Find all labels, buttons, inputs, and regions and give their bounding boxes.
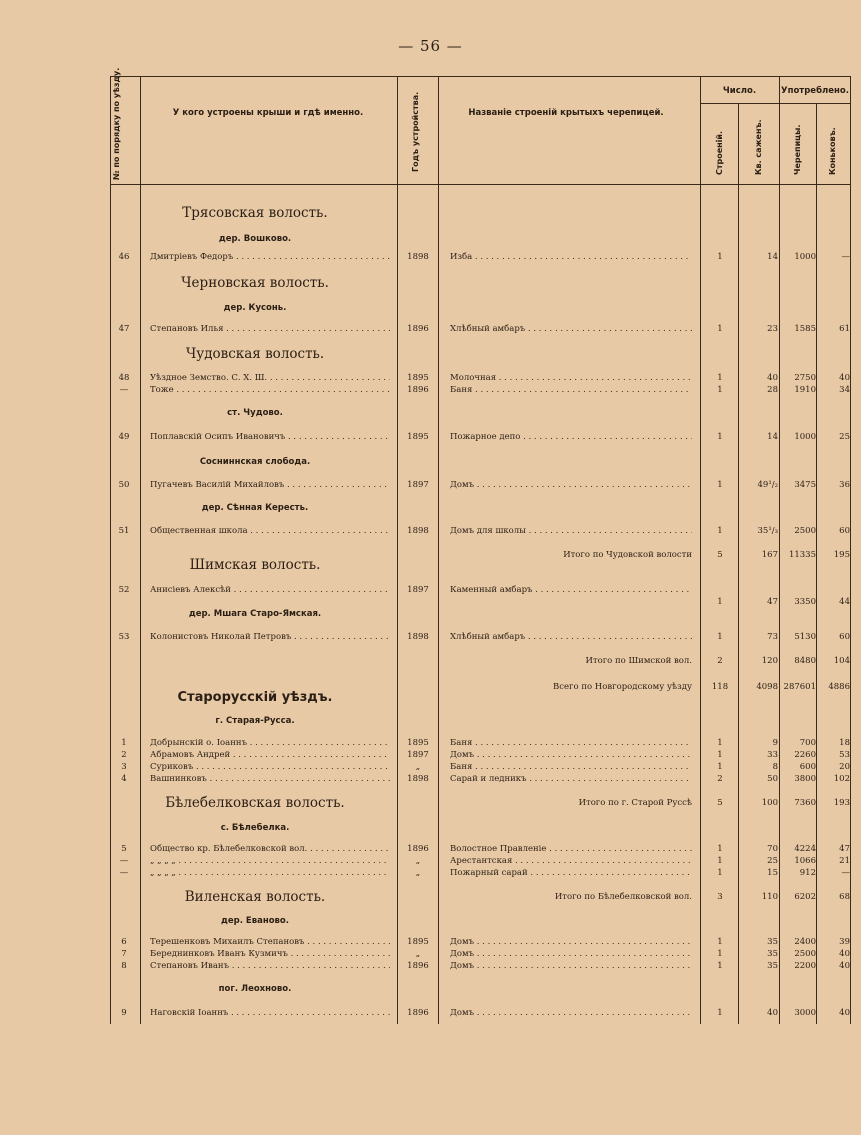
header-col-sq: Кв. саженъ. <box>754 119 763 175</box>
section-heading: Черновская волость. <box>181 275 329 291</box>
table-row: 50 Пугачевъ Василій Михайловъ . . . 1897 Домъ . . . 1 49¹/₂ 3475 36 <box>0 479 861 492</box>
header-col-year: Годъ устройства. <box>411 91 420 172</box>
table-row: 8 Степановъ Иванъ . . . 1896 Домъ . . . 1 35 2200 40 <box>0 960 861 973</box>
table-row: 9 Наговскій Іоаннъ . . . 1896 Домъ . . . 1 40 3000 40 <box>0 1007 861 1020</box>
table-row: 52 Анисіевъ Алексѣй . . . 1897 Каменный амбаръ . . . 1 47 3350 44 <box>0 584 861 597</box>
section-heading: Виленская волость. <box>184 889 326 905</box>
place-heading: дер. Еваново. <box>221 916 289 926</box>
place-heading: пог. Леохново. <box>218 984 292 994</box>
table-row: 4 Вашнинковъ . . . 1898 Сарай и ледникъ . . . 2 50 3800 102 <box>0 773 861 786</box>
page-number: — 56 — <box>398 37 463 55</box>
table-row: 3 Суриковъ . . . „ Баня . . . 1 8 600 20 <box>0 761 861 774</box>
place-heading: дер. Сѣнная Кересть. <box>201 503 309 513</box>
section-heading: Чудовская волость. <box>185 346 325 362</box>
header-col-building: Названіе строеній крытыхъ черепицей. <box>468 108 664 118</box>
place-heading: дер. Кусонь. <box>223 303 287 313</box>
table-row: 7 Береднинковъ Иванъ Кузмичъ . . . „ Домъ . . . 1 35 2500 40 <box>0 948 861 961</box>
section-heading: Бѣлебелковская волость. <box>165 795 345 811</box>
table-row: 49 Поплавскій Осипъ Ивановичъ . . . 1895 Пожарное депо . . . 1 14 1000 25 <box>0 431 861 444</box>
place-heading: дер. Вошково. <box>218 234 292 244</box>
header-group-used: Употреблено. <box>781 86 849 96</box>
place-heading: Сосниннская слобода. <box>199 457 311 467</box>
header-col-no: № по порядку по уѣзду. <box>112 67 121 180</box>
table-row: 1 Добрынскій о. Іоаннъ . . . 1895 Баня . . . 1 9 700 18 <box>0 737 861 750</box>
table-row: — Тоже . . . 1896 Баня . . . 1 28 1910 34 <box>0 384 861 397</box>
table-row: 6 Терешенковъ Михаилъ Степановъ . . . 1895 Домъ . . . 1 35 2400 39 <box>0 936 861 949</box>
table-row: 5 Общество кр. Бѣлебелковской вол. . . . 1896 Волостное Правленіе . . . 1 70 4224 47 <box>0 843 861 856</box>
section-heading: Шимская волость. <box>189 557 321 573</box>
header-col-buildings: Строеній. <box>715 130 724 175</box>
place-heading: ст. Чудово. <box>227 408 283 418</box>
header-col-tiles: Черепицы. <box>793 124 802 175</box>
table-row: — „ „ „ „ . . . „ Пожарный сарай . . . 1 15 912 — <box>0 867 861 880</box>
section-heading: Трясовская волость. <box>182 205 328 221</box>
table-row: 47 Степановъ Илья . . . 1896 Хлѣбный амбаръ . . . 1 23 1585 61 <box>0 323 861 336</box>
header-col-ridges: Коньковъ. <box>828 127 837 175</box>
total-row: Всего по Новгородскому уѣзду 118 4098 287601 4886 <box>553 682 850 692</box>
table-row: 2 Абрамовъ Андрей . . . 1897 Домъ . . . 1 33 2260 53 <box>0 749 861 762</box>
table-row: 46 Дмитріевъ Федоръ . . . 1898 Изба . . . 1 14 1000 — <box>0 251 861 264</box>
table-row: 51 Общественная школа . . . 1898 Домъ для школы . . . 1 35¹/₃ 2500 60 <box>0 525 861 538</box>
total-row: Итого по Бѣлебелковской вол. 3 110 6202 68 <box>554 892 850 902</box>
header-col-who: У кого устроены крыши и гдѣ именно. <box>172 108 364 118</box>
place-heading: дер. Мшага Старо-Ямская. <box>188 609 322 619</box>
total-row: Итого по Чудовской волости 5 167 11335 195 <box>563 550 850 560</box>
place-heading: г. Старая-Русса. <box>215 716 295 726</box>
table-row: — „ „ „ „ . . . „ Арестантская . . . 1 25 1066 21 <box>0 855 861 868</box>
total-row: Итого по Шимской вол. 2 120 8480 104 <box>585 656 850 666</box>
place-heading: с. Бѣлебелка. <box>220 823 290 833</box>
uezd-heading: Старорусскій уѣздъ. <box>177 690 333 705</box>
table-row: 48 Уѣздное Земство. С. Х. Ш. . . . 1895 Молочная . . . 1 40 2750 40 <box>0 372 861 385</box>
total-row: Итого по г. Старой Руссѣ 5 100 7360 193 <box>578 798 850 808</box>
table-row: 53 Колонистовъ Николай Петровъ . . . 1898 Хлѣбный амбаръ . . . 1 73 5130 60 <box>0 631 861 644</box>
header-group-count: Число. <box>722 86 757 96</box>
